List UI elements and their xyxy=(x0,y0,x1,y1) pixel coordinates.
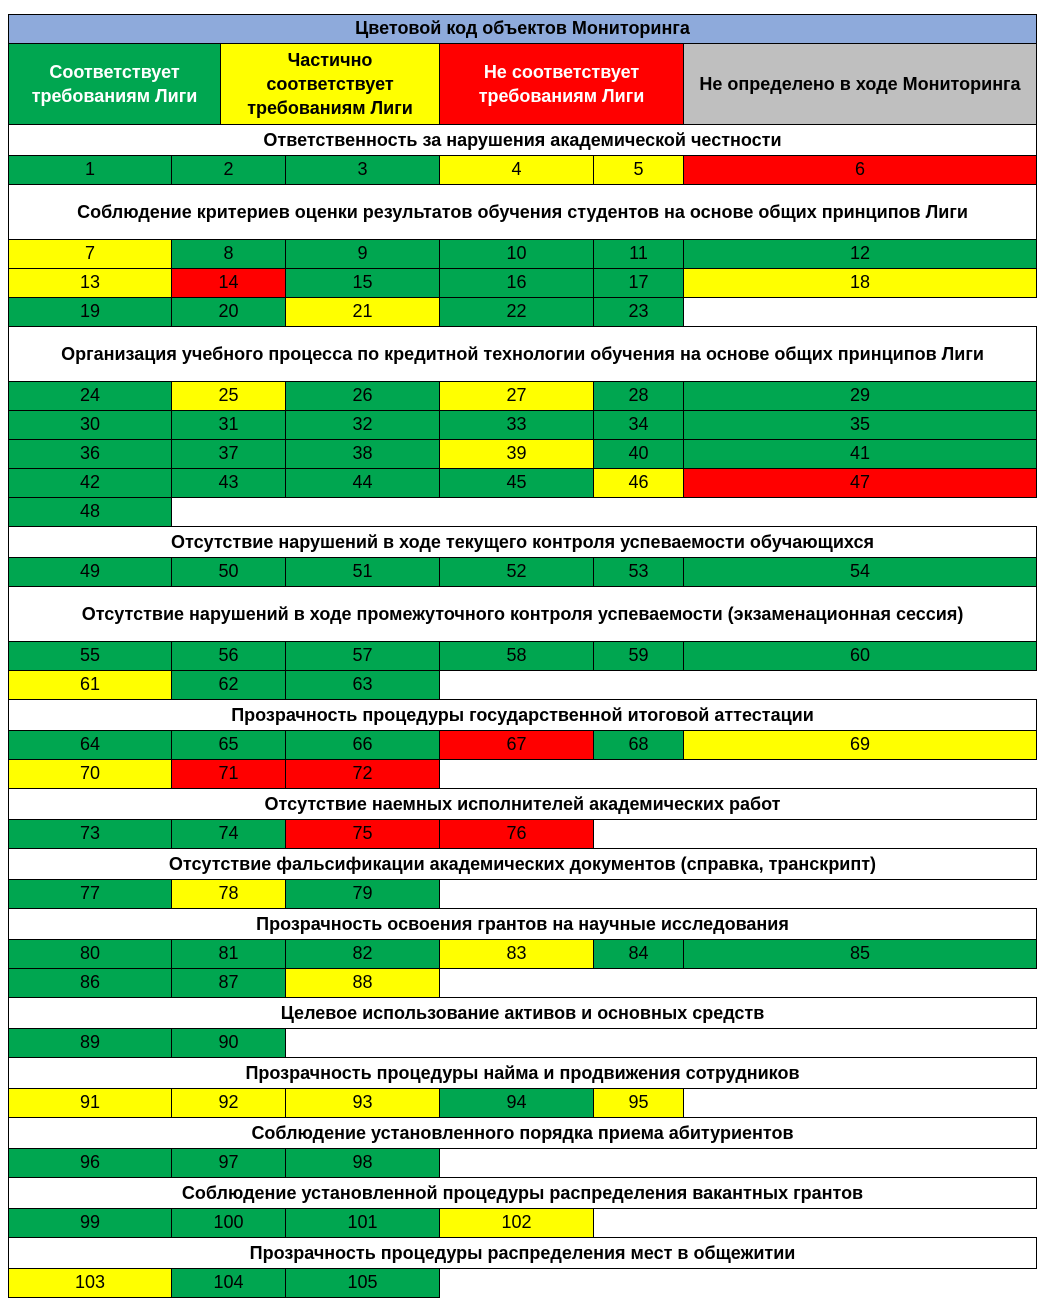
monitoring-object-cell: 64 xyxy=(8,730,172,760)
section-title: Прозрачность процедуры государственной итоговой аттестации xyxy=(8,699,1037,731)
section-title: Ответственность за нарушения академической честности xyxy=(8,124,1037,156)
monitoring-object-cell: 16 xyxy=(439,268,594,298)
monitoring-object-cell: 57 xyxy=(285,641,440,671)
monitoring-object-cell: 78 xyxy=(171,879,286,909)
monitoring-object-cell: 8 xyxy=(171,239,286,269)
monitoring-object-cell: 76 xyxy=(439,819,594,849)
monitoring-object-cell: 89 xyxy=(8,1028,172,1058)
monitoring-object-cell: 99 xyxy=(8,1208,172,1238)
monitoring-object-cell: 40 xyxy=(593,439,684,469)
section-title: Отсутствие наемных исполнителей академических работ xyxy=(8,788,1037,820)
monitoring-object-cell: 92 xyxy=(171,1088,286,1118)
monitoring-object-cell: 31 xyxy=(171,410,286,440)
monitoring-object-cell: 74 xyxy=(171,819,286,849)
monitoring-object-cell: 27 xyxy=(439,381,594,411)
monitoring-object-cell: 95 xyxy=(593,1088,684,1118)
monitoring-object-cell: 22 xyxy=(439,297,594,327)
monitoring-object-cell: 32 xyxy=(285,410,440,440)
monitoring-object-cell: 25 xyxy=(171,381,286,411)
section-title: Отсутствие нарушений в ходе промежуточного контроля успеваемости (экзаменационная сессия) xyxy=(8,586,1037,642)
monitoring-object-cell: 73 xyxy=(8,819,172,849)
monitoring-object-cell: 39 xyxy=(439,439,594,469)
monitoring-object-cell: 79 xyxy=(285,879,440,909)
monitoring-object-cell: 102 xyxy=(439,1208,594,1238)
monitoring-object-cell: 52 xyxy=(439,557,594,587)
monitoring-object-cell: 101 xyxy=(285,1208,440,1238)
monitoring-object-cell: 85 xyxy=(683,939,1037,969)
section-title: Соблюдение установленного порядка приема абитуриентов xyxy=(8,1117,1037,1149)
monitoring-object-cell: 88 xyxy=(285,968,440,998)
monitoring-object-cell: 13 xyxy=(8,268,172,298)
monitoring-object-cell: 69 xyxy=(683,730,1037,760)
monitoring-object-cell: 80 xyxy=(8,939,172,969)
monitoring-object-cell: 43 xyxy=(171,468,286,498)
monitoring-object-cell: 33 xyxy=(439,410,594,440)
monitoring-object-cell: 36 xyxy=(8,439,172,469)
monitoring-object-cell: 59 xyxy=(593,641,684,671)
legend-non-compliant: Не соответствует требованиям Лиги xyxy=(439,43,684,125)
monitoring-object-cell: 46 xyxy=(593,468,684,498)
monitoring-object-cell: 58 xyxy=(439,641,594,671)
section-title: Организация учебного процесса по кредитной технологии обучения на основе общих принципов Лиги xyxy=(8,326,1037,382)
monitoring-object-cell: 62 xyxy=(171,670,286,700)
monitoring-object-cell: 100 xyxy=(171,1208,286,1238)
monitoring-object-cell: 1 xyxy=(8,155,172,185)
monitoring-object-cell: 18 xyxy=(683,268,1037,298)
monitoring-object-cell: 24 xyxy=(8,381,172,411)
monitoring-object-cell: 3 xyxy=(285,155,440,185)
monitoring-object-cell: 63 xyxy=(285,670,440,700)
monitoring-object-cell: 23 xyxy=(593,297,684,327)
section-title: Соблюдение критериев оценки результатов обучения студентов на основе общих принципов Лиги xyxy=(8,184,1037,240)
monitoring-object-cell: 15 xyxy=(285,268,440,298)
monitoring-object-cell: 7 xyxy=(8,239,172,269)
monitoring-object-cell: 51 xyxy=(285,557,440,587)
monitoring-object-cell: 91 xyxy=(8,1088,172,1118)
monitoring-object-cell: 71 xyxy=(171,759,286,789)
legend-undetermined: Не определено в ходе Мониторинга xyxy=(683,43,1037,125)
monitoring-object-cell: 2 xyxy=(171,155,286,185)
section-title: Соблюдение установленной процедуры распределения вакантных грантов xyxy=(8,1177,1037,1209)
monitoring-object-cell: 5 xyxy=(593,155,684,185)
monitoring-object-cell: 14 xyxy=(171,268,286,298)
monitoring-object-cell: 38 xyxy=(285,439,440,469)
monitoring-object-cell: 37 xyxy=(171,439,286,469)
monitoring-object-cell: 98 xyxy=(285,1148,440,1178)
monitoring-object-cell: 81 xyxy=(171,939,286,969)
monitoring-object-cell: 41 xyxy=(683,439,1037,469)
monitoring-object-cell: 29 xyxy=(683,381,1037,411)
monitoring-object-cell: 94 xyxy=(439,1088,594,1118)
monitoring-object-cell: 45 xyxy=(439,468,594,498)
section-title: Прозрачность освоения грантов на научные исследования xyxy=(8,908,1037,940)
section-title: Отсутствие фальсификации академических документов (справка, транскрипт) xyxy=(8,848,1037,880)
monitoring-object-cell: 70 xyxy=(8,759,172,789)
monitoring-object-cell: 49 xyxy=(8,557,172,587)
monitoring-object-cell: 35 xyxy=(683,410,1037,440)
monitoring-object-cell: 20 xyxy=(171,297,286,327)
legend-compliant: Соответствует требованиям Лиги xyxy=(8,43,221,125)
monitoring-object-cell: 26 xyxy=(285,381,440,411)
monitoring-object-cell: 10 xyxy=(439,239,594,269)
monitoring-object-cell: 6 xyxy=(683,155,1037,185)
monitoring-object-cell: 96 xyxy=(8,1148,172,1178)
monitoring-object-cell: 34 xyxy=(593,410,684,440)
monitoring-object-cell: 72 xyxy=(285,759,440,789)
monitoring-object-cell: 61 xyxy=(8,670,172,700)
monitoring-object-cell: 48 xyxy=(8,497,172,527)
monitoring-object-cell: 21 xyxy=(285,297,440,327)
monitoring-object-cell: 75 xyxy=(285,819,440,849)
monitoring-object-cell: 66 xyxy=(285,730,440,760)
monitoring-object-cell: 93 xyxy=(285,1088,440,1118)
monitoring-object-cell: 104 xyxy=(171,1268,286,1298)
section-title: Прозрачность процедуры распределения мест в общежитии xyxy=(8,1237,1037,1269)
monitoring-object-cell: 55 xyxy=(8,641,172,671)
monitoring-object-cell: 12 xyxy=(683,239,1037,269)
monitoring-object-cell: 82 xyxy=(285,939,440,969)
monitoring-object-cell: 44 xyxy=(285,468,440,498)
monitoring-object-cell: 42 xyxy=(8,468,172,498)
section-title: Отсутствие нарушений в ходе текущего контроля успеваемости обучающихся xyxy=(8,526,1037,558)
monitoring-object-cell: 9 xyxy=(285,239,440,269)
monitoring-object-cell: 60 xyxy=(683,641,1037,671)
monitoring-object-cell: 105 xyxy=(285,1268,440,1298)
monitoring-object-cell: 50 xyxy=(171,557,286,587)
monitoring-object-cell: 30 xyxy=(8,410,172,440)
section-title: Прозрачность процедуры найма и продвижения сотрудников xyxy=(8,1057,1037,1089)
monitoring-object-cell: 68 xyxy=(593,730,684,760)
monitoring-object-cell: 28 xyxy=(593,381,684,411)
monitoring-object-cell: 103 xyxy=(8,1268,172,1298)
monitoring-object-cell: 53 xyxy=(593,557,684,587)
monitoring-object-cell: 83 xyxy=(439,939,594,969)
monitoring-object-cell: 84 xyxy=(593,939,684,969)
monitoring-object-cell: 17 xyxy=(593,268,684,298)
monitoring-object-cell: 65 xyxy=(171,730,286,760)
monitoring-object-cell: 97 xyxy=(171,1148,286,1178)
legend-partially-compliant: Частично соответствует требованиям Лиги xyxy=(220,43,440,125)
monitoring-object-cell: 86 xyxy=(8,968,172,998)
monitoring-object-cell: 90 xyxy=(171,1028,286,1058)
monitoring-object-cell: 67 xyxy=(439,730,594,760)
monitoring-object-cell: 87 xyxy=(171,968,286,998)
monitoring-color-code-table xyxy=(8,14,1036,1293)
section-title: Целевое использование активов и основных средств xyxy=(8,997,1037,1029)
monitoring-object-cell: 54 xyxy=(683,557,1037,587)
monitoring-object-cell: 11 xyxy=(593,239,684,269)
monitoring-object-cell: 4 xyxy=(439,155,594,185)
monitoring-object-cell: 77 xyxy=(8,879,172,909)
table-title: Цветовой код объектов Мониторинга xyxy=(8,14,1037,44)
monitoring-object-cell: 56 xyxy=(171,641,286,671)
monitoring-object-cell: 47 xyxy=(683,468,1037,498)
monitoring-object-cell: 19 xyxy=(8,297,172,327)
